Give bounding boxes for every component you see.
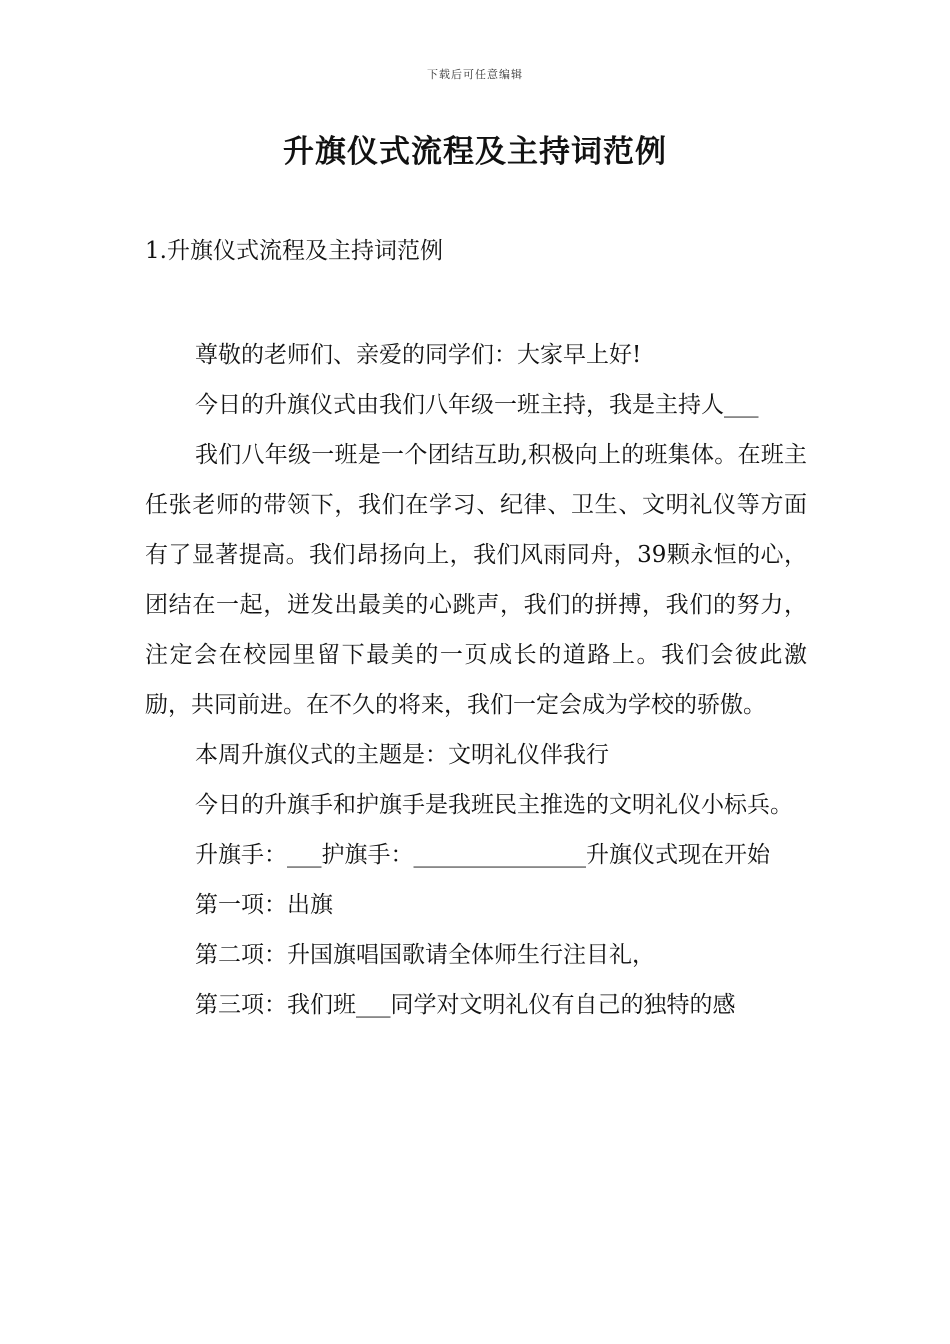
header-note: 下载后可任意编辑: [427, 68, 523, 81]
paragraph-item-1: 第一项：出旗: [195, 892, 333, 918]
document-body: [145, 330, 807, 1030]
paragraph-theme: 本周升旗仪式的主题是：文明礼仪伴我行: [195, 742, 609, 768]
paragraph-class-intro: 我们八年级一班是一个团结互助,积极向上的班集体。在班主任张老师的带领下，我们在学习、纪律、卫生、文明礼仪等方面有了显著提高。我们昂扬向上，我们风雨同舟，39颗永恒的心，团结在一起，迸发出最美的心跳声，我们的拼搏，我们的努力，注定会在校园里留下最美的一页成长的道路上。我们会彼此激励，共同前进。在不久的将来，我们一定会成为学校的骄傲。: [145, 442, 807, 718]
paragraph-flag-bearers: 今日的升旗手和护旗手是我班民主推选的文明礼仪小标兵。: [195, 792, 793, 818]
paragraph-item-3: 第三项：我们班___同学对文明礼仪有自己的独特的感: [195, 992, 736, 1018]
section-heading: 1.升旗仪式流程及主持词范例: [145, 238, 443, 264]
document-title: 升旗仪式流程及主持词范例: [283, 134, 667, 170]
paragraph-item-2: 第二项：升国旗唱国歌请全体师生行注目礼，: [195, 942, 655, 968]
paragraph-host-intro: 今日的升旗仪式由我们八年级一班主持，我是主持人___: [195, 392, 759, 418]
paragraph-bearer-names: 升旗手：___护旗手：_______________升旗仪式现在开始: [195, 842, 770, 868]
paragraph-greeting: 尊敬的老师们、亲爱的同学们：大家早上好!: [195, 342, 642, 368]
